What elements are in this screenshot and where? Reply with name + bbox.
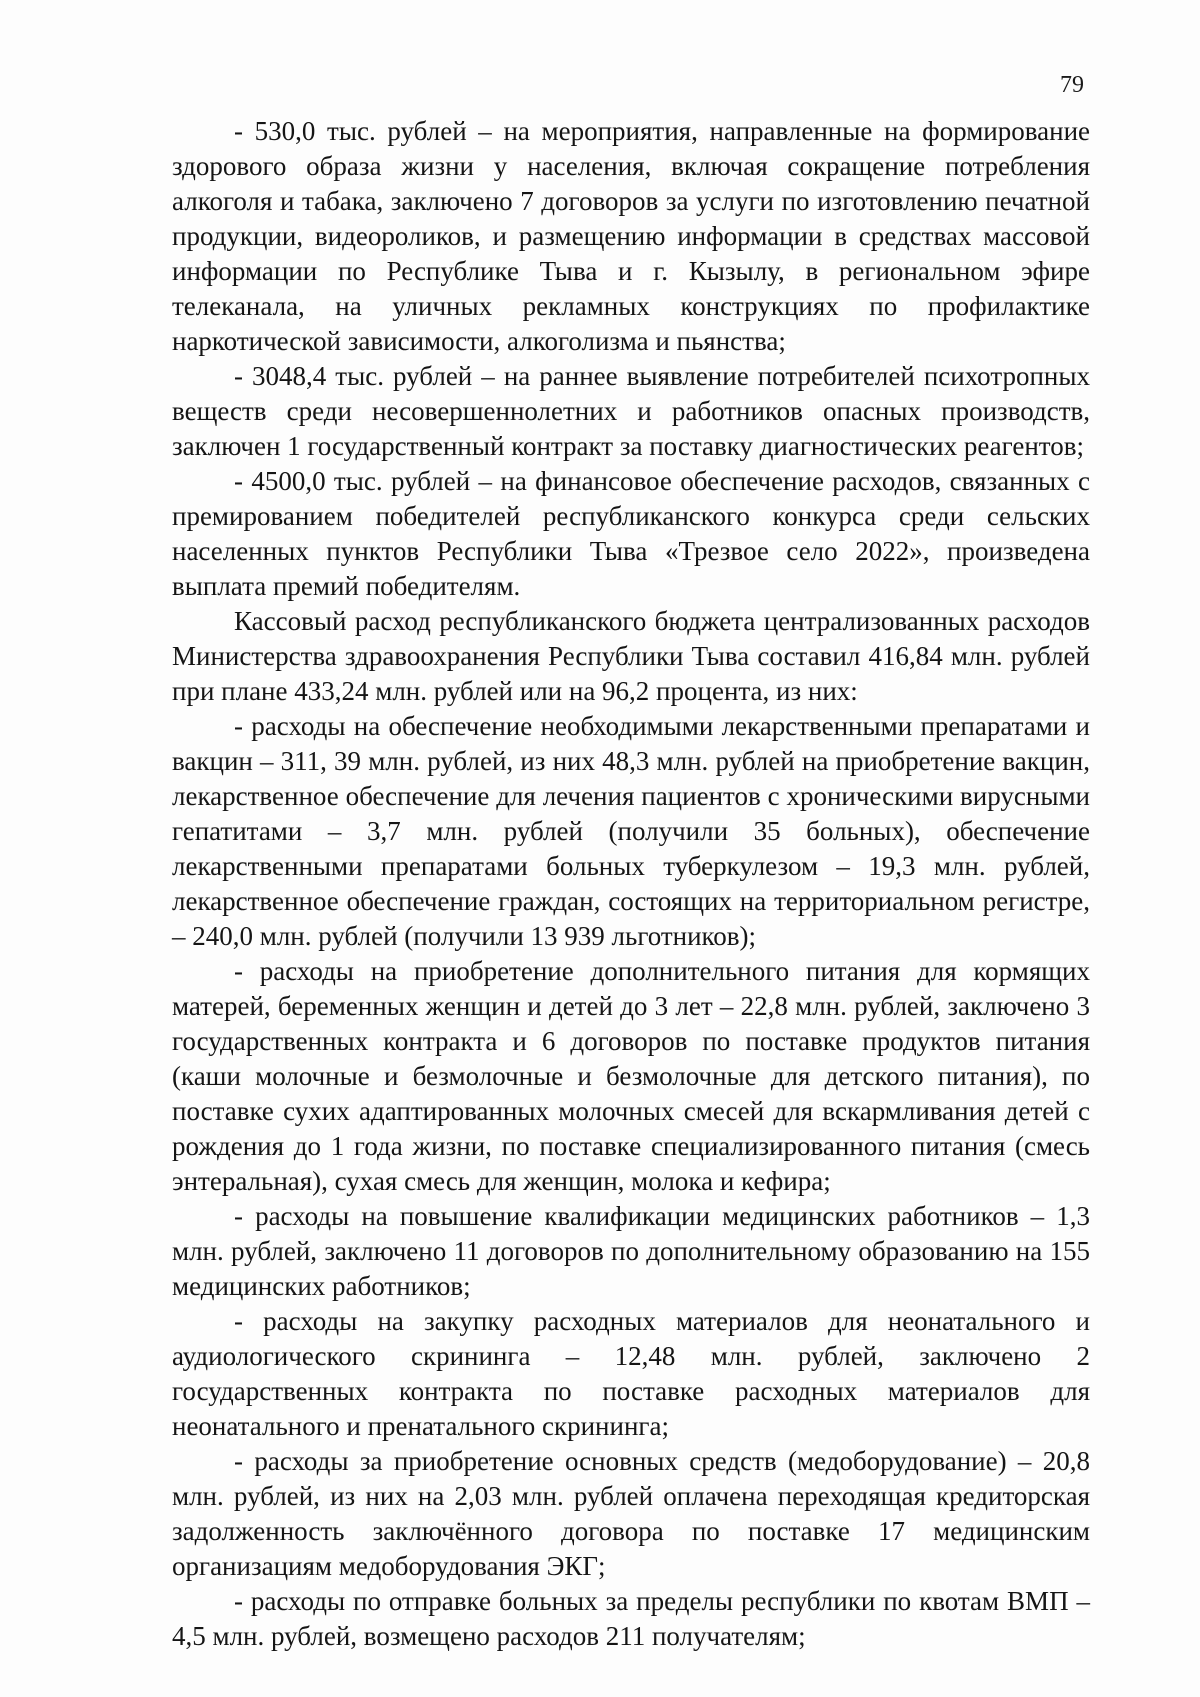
document-body bbox=[172, 114, 1090, 1654]
paragraph-early-detection: - 3048,4 тыс. рублей – на раннее выявление потребителей психотропных веществ среди несовершеннолетних и работников опасных производств, заключен 1 государственный контракт за поставку диагностических реагентов; bbox=[172, 361, 1090, 461]
paragraph-qualification: - расходы на повышение квалификации медицинских работников – 1,3 млн. рублей, заключено 11 договоров по дополнительному образованию на 155 медицинских работников; bbox=[172, 1201, 1090, 1301]
paragraph-additional-nutrition: - расходы на приобретение дополнительного питания для кормящих матерей, беременных женщин и детей до 3 лет – 22,8 млн. рублей, заключено 3 государственных контракта и 6 договоров по поставке продуктов питания (каши молочные и безмолочные и безмолочные для детского питания), по поставке сухих адаптированных молочных смесей для вскармливания детей с рождения до 1 года жизни, по поставке специализированного питания (смесь энтеральная), сухая смесь для женщин, молока и кефира; bbox=[172, 956, 1090, 1196]
paragraph-cash-expenditure: Кассовый расход республиканского бюджета централизованных расходов Министерства здравоохранения Республики Тыва составил 416,84 млн. рублей при плане 433,24 млн. рублей или на 96,2 процента, из них: bbox=[172, 606, 1090, 706]
paragraph-medicines-vaccines: - расходы на обеспечение необходимыми лекарственными препаратами и вакцин – 311, 39 млн. рублей, из них 48,3 млн. рублей на приобретение вакцин, лекарственное обеспечение для лечения пациентов с хроническими вирусными гепатитами – 3,7 млн. рублей (получили 35 больных), обеспечение лекарственными препаратами больных туберкулезом – 19,3 млн. рублей, лекарственное обеспечение граждан, состоящих на территориальном регистре, – 240,0 млн. рублей (получили 13 939 льготников); bbox=[172, 711, 1090, 951]
paragraph-vmp-quotas: - расходы по отправке больных за пределы республики по квотам ВМП – 4,5 млн. рублей, возмещено расходов 211 получателям; bbox=[172, 1586, 1090, 1651]
paragraph-medical-equipment: - расходы за приобретение основных средств (медоборудование) – 20,8 млн. рублей, из них на 2,03 млн. рублей оплачена переходящая кредиторская задолженность заключённого договора по поставке 17 медицинским организациям медоборудования ЭКГ; bbox=[172, 1446, 1090, 1581]
page-number: 79 bbox=[1060, 72, 1084, 98]
paragraph-screening-materials: - расходы на закупку расходных материалов для неонатального и аудиологического скрининга – 12,48 млн. рублей, заключено 2 государственных контракта по поставке расходных материалов для неонатального и пренатального скрининга; bbox=[172, 1306, 1090, 1441]
paragraph-sober-village-contest: - 4500,0 тыс. рублей – на финансовое обеспечение расходов, связанных с премированием победителей республиканского конкурса среди сельских населенных пунктов Республики Тыва «Трезвое село 2022», произведена выплата премий победителям. bbox=[172, 466, 1090, 601]
paragraph-healthy-lifestyle: - 530,0 тыс. рублей – на мероприятия, направленные на формирование здорового образа жизни у населения, включая сокращение потребления алкоголя и табака, заключено 7 договоров за услуги по изготовлению печатной продукции, видеороликов, и размещению информации в средствах массовой информации по Республике Тыва и г. Кызылу, в региональном эфире телеканала, на уличных рекламных конструкциях по профилактике наркотической зависимости, алкоголизма и пьянства; bbox=[172, 116, 1090, 356]
